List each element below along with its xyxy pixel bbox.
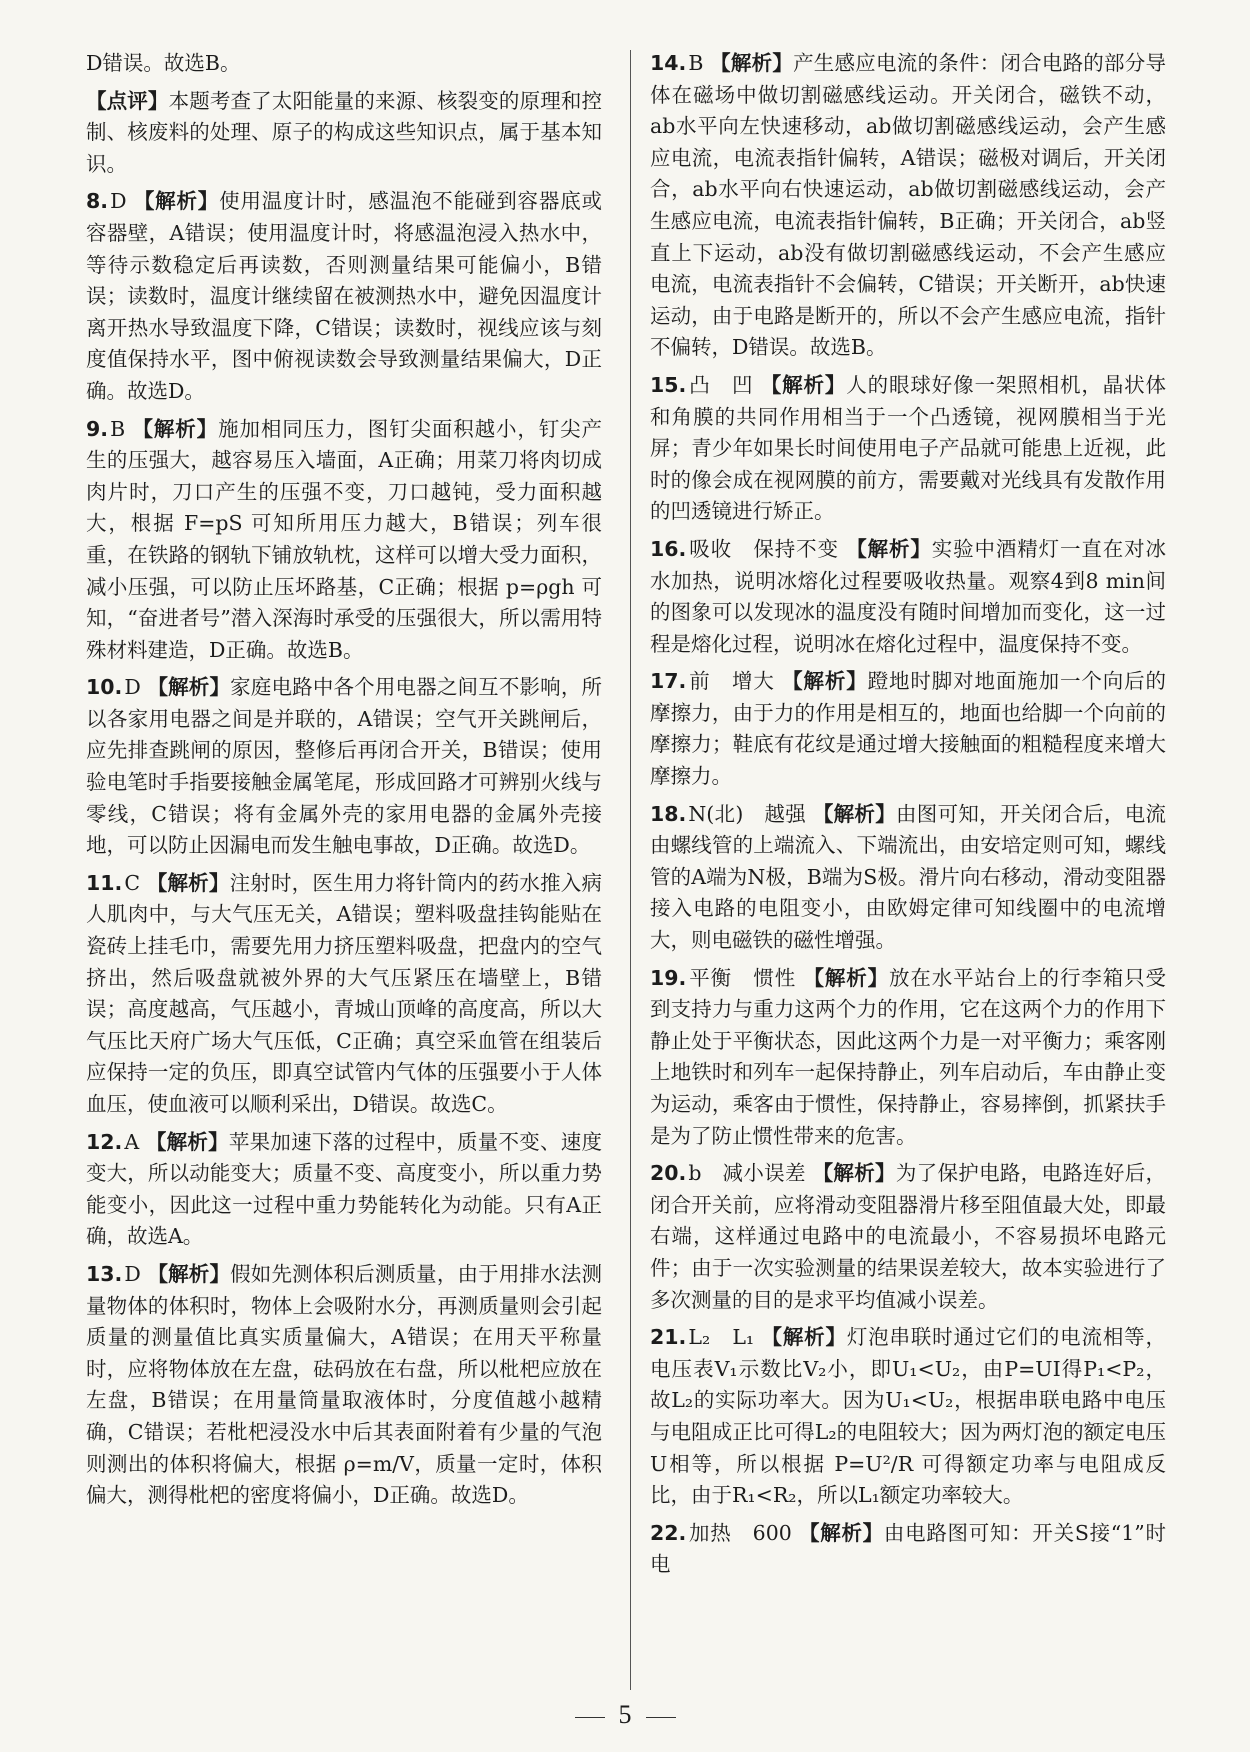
answer-item: 21.L₂ L₁ 【解析】灯泡串联时通过它们的电流相等，电压表V₁示数比V₂小，即U₁<U₂，由P=UI得P₁<P₂，故L₂的实际功率大。因为U₁<U₂，根据串联电路中电压与电阻成正比可得L₂的电阻较大；因为两灯泡的额定电压U相等，所以根据 P=U²/R 可得额定功率与电阻成反比，由于R₁<R₂，所以L₁额定功率较大。: [650, 1325, 1166, 1508]
answer-item: 12.A 【解析】苹果加速下落的过程中，质量不变、速度变大，所以动能变大；质量不变、高度变小，所以重力势能变小，因此这一过程中重力势能转化为动能。只有A正确，故选A。: [86, 1129, 602, 1249]
footer-dash-left: [575, 1717, 605, 1718]
page-number-footer: [0, 1700, 1250, 1730]
right-column: [650, 48, 1166, 1587]
answer-item: 16.吸收 保持不变 【解析】实验中酒精灯一直在对冰水加热，说明冰熔化过程要吸收热量。观察4到8 min间的图象可以发现冰的温度没有随时间增加而变化，这一过程是熔化过程，说明冰在熔化过程中，温度保持不变。: [650, 536, 1167, 656]
item-tag: 【点评】: [86, 88, 169, 113]
answer-item: 13.D 【解析】假如先测体积后测质量，由于用排水法测量物体的体积时，物体上会吸附水分，再测质量则会引起质量的测量值比真实质量偏大，A错误；在用天平称量时，应将物体放在左盘，砝码放在右盘，所以枇杷应放在左盘，B错误；在用量筒量取液体时，分度值越小越精确，C错误；若枇杷浸没水中后其表面附着有少量的气泡则测出的体积将偏大，根据 ρ=m/V，质量一定时，体积偏大，测得枇杷的密度将偏小，D正确。故选D。: [86, 1261, 603, 1508]
answer-item: 11.C 【解析】注射时，医生用力将针筒内的药水推入病人肌肉中，与大气压无关，A错误；塑料吸盘挂钩能贴在瓷砖上挂毛巾，需要先用力挤压塑料吸盘，把盘内的空气挤出，然后吸盘就被外界的大气压紧压在墙壁上，B错误；高度越高，气压越小，青城山顶峰的高度高，所以大气压比天府广场大气压低，C正确；真空采血管在组装后应保持一定的负压，即真空试管内气体的压强要小于人体血压，使血液可以顺利采出，D错误。故选C。: [86, 870, 603, 1116]
left-column: [86, 48, 602, 1518]
answer-item: 9.B 【解析】施加相同压力，图钉尖面积越小，钉尖产生的压强大，越容易压入墙面，A正确；用菜刀将肉切成肉片时，刀口产生的压强不变，刀口越钝，受力面积越大，根据 F=pS 可知所用压力越大，B错误；列车很重，在铁路的钢轨下铺放轨枕，这样可以增大受力面积，减小压强，可以防止压坏路基，C正确；根据 p=ρgh 可知，“奋进者号”潜入深海时承受的压强很大，所以需用特殊材料建造，D正确。故选B。: [86, 416, 602, 662]
answer-item: 18.N(北) 越强 【解析】由图可知，开关闭合后，电流由螺线管的上端流入、下端流出，由安培定则可知，螺线管的A端为N极，B端为S极。滑片向右移动，滑动变阻器接入电路的电阻变小，由欧姆定律可知线圈中的电流增大，则电磁铁的磁性增强。: [650, 801, 1166, 953]
answer-item: D错误。故选B。: [86, 51, 241, 75]
answer-item: 19.平衡 惯性 【解析】放在水平站台上的行李箱只受到支持力与重力这两个力的作用，它在这两个力的作用下静止处于平衡状态，因此这两个力是一对平衡力；乘客刚上地铁时和列车一起保持静止，列车启动后，车由静止变为运动，乘客由于惯性，保持静止，容易摔倒，抓紧扶手是为了防止惯性带来的危害。: [650, 965, 1167, 1148]
column-divider: [630, 50, 631, 1690]
footer-dash-right: [646, 1717, 676, 1718]
answer-item: 【点评】本题考查了太阳能量的来源、核裂变的原理和控制、核废料的处理、原子的构成这些知识点，属于基本知识。: [86, 88, 603, 176]
answer-item: 8.D 【解析】使用温度计时，感温泡不能碰到容器底或容器壁，A错误；使用温度计时，将感温泡浸入热水中，等待示数稳定后再读数，否则测量结果可能偏小，B错误；读数时，温度计继续留在被测热水中，避免因温度计离开热水导致温度下降，C错误；读数时，视线应该与刻度值保持水平，图中俯视读数会导致测量结果偏大，D正确。故选D。: [86, 189, 603, 403]
answer-item: 20.b 减小误差 【解析】为了保护电路，电路连好后，闭合开关前，应将滑动变阻器滑片移至阻值最大处，即最右端，这样通过电路中的电流最小，不容易损坏电路元件；由于一次实验测量的结果误差较大，故本实验进行了多次测量的目的是求平均值减小误差。: [650, 1161, 1167, 1312]
answer-item: 17.前 增大 【解析】蹬地时脚对地面施加一个向后的摩擦力，由于力的作用是相互的，地面也给脚一个向前的摩擦力；鞋底有花纹是通过增大接触面的粗糙程度来增大摩擦力。: [650, 669, 1167, 789]
answer-item: 22.加热 600 【解析】由电路图可知：开关S接“1”时电: [650, 1520, 1166, 1577]
answer-item: 15.凸 凹 【解析】人的眼球好像一架照相机，晶状体和角膜的共同作用相当于一个凸透镜，视网膜相当于光屏；青少年如果长时间使用电子产品就可能患上近视，此时的像会成在视网膜的前方，需要戴对光线具有发散作用的凹透镜进行矫正。: [650, 372, 1167, 524]
answer-item: 10.D 【解析】家庭电路中各个用电器之间互不影响，所以各家用电器之间是并联的，A错误；空气开关跳闸后，应先排查跳闸的原因，整修后再闭合开关，B错误；使用验电笔时手指要接触金属笔尾，形成回路才可辨别火线与零线，C错误；将有金属外壳的家用电器的金属外壳接地，可以防止因漏电而发生触电事故，D正确。故选D。: [86, 675, 603, 858]
page-number: 5: [618, 1700, 632, 1729]
answer-item: 14.B 【解析】产生感应电流的条件：闭合电路的部分导体在磁场中做切割磁感线运动。开关闭合，磁铁不动，ab水平向左快速移动，ab做切割磁感线运动，会产生感应电流，电流表指针偏转，A错误；磁极对调后，开关闭合，ab水平向右快速运动，ab做切割磁感线运动，会产生感应电流，电流表指针偏转，B正确；开关闭合，ab竖直上下运动，ab没有做切割磁感线运动，不会产生感应电流，电流表指针不会偏转，C错误；开关断开，ab快速运动，由于电路是断开的，所以不会产生感应电流，指针不偏转，D错误。故选B。: [650, 51, 1166, 360]
